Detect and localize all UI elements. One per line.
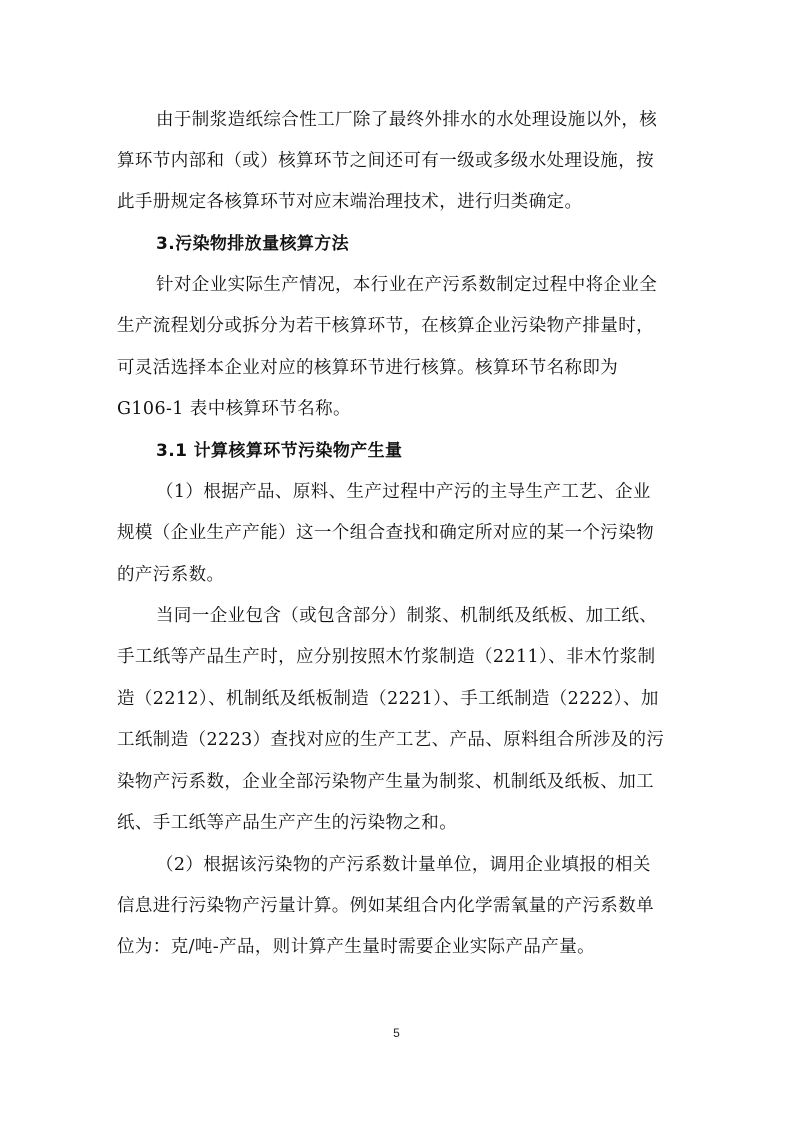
paragraph-5-line-2: 信息进行污染物产污量计算。例如某组合内化学需氧量的产污系数单 <box>117 896 654 916</box>
paragraph-1-line-3: 此手册规定各核算环节对应末端治理技术，进行归类确定。 <box>117 192 583 212</box>
paragraph-4-line-4: 工纸制造（2223）查找对应的生产工艺、产品、原料组合所涉及的污 <box>117 730 665 750</box>
paragraph-1-line-2: 算环节内部和（或）核算环节之间还可有一级或多级水处理设施，按 <box>117 151 654 171</box>
paragraph-4-line-5: 染物产污系数，企业全部污染物产生量为制浆、机制纸及纸板、加工 <box>117 772 654 792</box>
paragraph-2-line-3: 可灵活选择本企业对应的核算环节进行核算。核算环节名称即为 <box>117 358 619 378</box>
paragraph-3-line-3: 的产污系数。 <box>117 565 225 585</box>
paragraph-2-line-1: 针对企业实际生产情况，本行业在产污系数制定过程中将企业全 <box>156 275 658 295</box>
paragraph-4-line-1: 当同一企业包含（或包含部分）制浆、机制纸及纸板、加工纸、 <box>156 606 658 626</box>
paragraph-4-line-2: 手工纸等产品生产时，应分别按照木竹浆制造（2211）、非木竹浆制 <box>117 647 656 667</box>
paragraph-2-line-4: G106-1 表中核算环节名称。 <box>117 399 351 419</box>
paragraph-5-line-1: （2）根据该污染物的产污系数计量单位，调用企业填报的相关 <box>156 855 651 875</box>
page-number: 5 <box>393 1026 400 1040</box>
paragraph-4-line-6: 纸、手工纸等产品生产产生的污染物之和。 <box>117 813 458 833</box>
paragraph-3-line-1: （1）根据产品、原料、生产过程中产污的主导生产工艺、企业 <box>156 482 651 502</box>
paragraph-4-line-3: 造（2212）、机制纸及纸板制造（2221）、手工纸制造（2222）、加 <box>117 689 659 709</box>
section-heading-3-1: 3.1 计算核算环节污染物产生量 <box>156 441 403 461</box>
paragraph-3-line-2: 规模（企业生产产能）这一个组合查找和确定所对应的某一个污染物 <box>117 523 654 543</box>
paragraph-5-line-3: 位为：克/吨-产品，则计算产生量时需要企业实际产品产量。 <box>117 937 596 957</box>
section-heading-3: 3.污染物排放量核算方法 <box>156 234 350 254</box>
paragraph-2-line-2: 生产流程划分或拆分为若干核算环节，在核算企业污染物产排量时， <box>117 316 654 336</box>
paragraph-1-line-1: 由于制浆造纸综合性工厂除了最终外排水的水处理设施以外，核 <box>156 110 658 130</box>
